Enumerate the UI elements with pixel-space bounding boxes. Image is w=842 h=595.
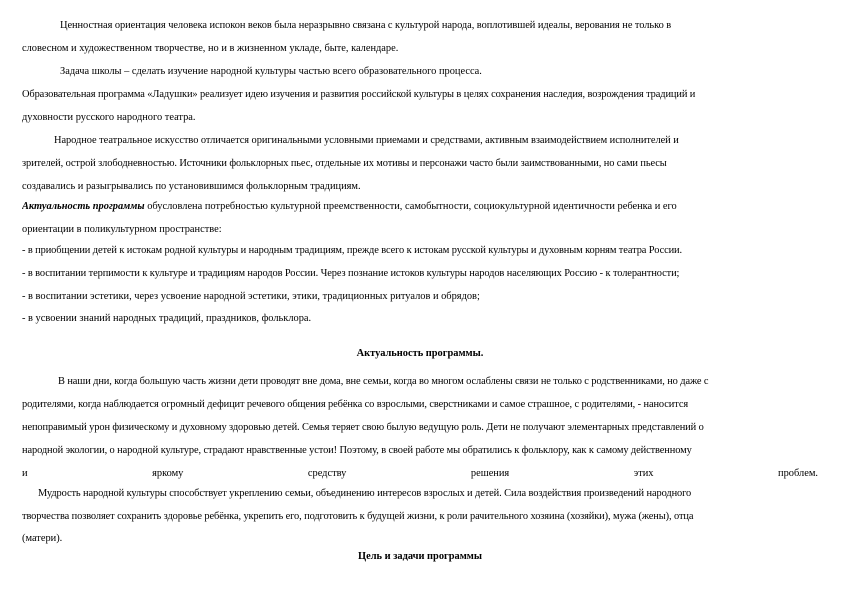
bullet-4: - в усвоении знаний народных традиций, праздников, фольклора. — [22, 313, 312, 324]
paragraph-6-line-4: народной экологии, о народной культуре, страдают нравственные устои! Поэтому, в своей работе мы обратились к фольклору, как к самому действенному — [22, 445, 692, 456]
bullet-2: - в воспитании терпимости к культуре и традициям народов России. Через познание истоков культуры народов населяющих Россию - к толерантности; — [22, 268, 680, 279]
bullet-1: - в приобщении детей к истокам родной культуры и народным традициям, прежде всего к истокам русской культуры и духовным корням театра России. — [22, 245, 683, 256]
paragraph-3-line-2: духовности русского народного театра. — [22, 112, 196, 123]
word: этих — [633, 468, 654, 479]
paragraph-3-line-1: Образовательная программа «Ладушки» реализует идею изучения и развития российской культуры в целях сохранения наследия, возрождения традиций и — [22, 89, 696, 100]
word: яркому — [152, 468, 184, 479]
word: решения — [470, 468, 510, 479]
paragraph-4-line-1: Народное театральное искусство отличается оригинальными условными приемами и средствами, активным взаимодействием исполнителей и — [54, 135, 679, 146]
heading-relevance: Актуальность программы. — [356, 348, 484, 359]
paragraph-6-line-5 — [22, 465, 818, 483]
word: и — [22, 468, 28, 479]
paragraph-5-line-2: ориентации в поликультурном пространстве: — [22, 224, 222, 235]
paragraph-2: Задача школы – сделать изучение народной культуры частью всего образовательного процесса. — [60, 66, 482, 77]
paragraph-5-line-1 — [22, 198, 818, 216]
paragraph-7-line-3: (матери). — [22, 533, 63, 544]
paragraph-6-line-3: непоправимый урон физическому и духовному здоровью детей. Семья теряет свою былую ведущую роль. Дети не получают элементарных представлений о — [22, 422, 704, 433]
paragraph-1-line-2: словесном и художественном творчестве, но и в жизненном укладе, быте, календаре. — [22, 43, 399, 54]
word: проблем. — [778, 468, 818, 479]
paragraph-4-line-3: создавались и разыгрывались по установившимся фольклорным традициям. — [22, 181, 361, 192]
heading-goals: Цель и задачи программы — [358, 551, 482, 562]
paragraph-7-line-1: Мудрость народной культуры способствует укреплению семьи, объединению интересов взрослых и детей. Сила воздействия произведений народного — [38, 488, 692, 499]
bullet-3: - в воспитании эстетики, через усвоение народной эстетики, этики, традиционных ритуалов и обрядов; — [22, 291, 480, 302]
paragraph-6-line-2: родителями, когда наблюдается огромный дефицит речевого общения ребёнка со взрослыми, сверстниками и самое страшное, с родителями, - наносится — [22, 399, 689, 410]
paragraph-1-line-1: Ценностная ориентация человека испокон веков была неразрывно связана с культурой народа, воплотившей идеалы, верования не только в — [60, 20, 672, 31]
paragraph-6-line-1: В наши дни, когда большую часть жизни дети проводят вне дома, вне семьи, когда во многом ослаблены связи не только с родственниками, но даже с — [58, 376, 709, 387]
paragraph-5-line-1-rest: обусловлена потребностью культурной преемственности, самобытности, социокультурной идентичности ребенка и его — [144, 201, 677, 212]
word: средству — [307, 468, 347, 479]
paragraph-7-line-2: творчества позволяет сохранить здоровье ребёнка, укрепить его, подготовить к будущей жизни, к роли рачительного хозяина (хозяйки), мужа (жены), отца — [22, 511, 694, 522]
paragraph-4-line-2: зрителей, острой злободневностью. Источники фольклорных пьес, отдельные их мотивы и персонажи часто были заимствованными, но сами пьесы — [22, 158, 667, 169]
relevance-lead: Актуальность программы — [22, 201, 145, 212]
